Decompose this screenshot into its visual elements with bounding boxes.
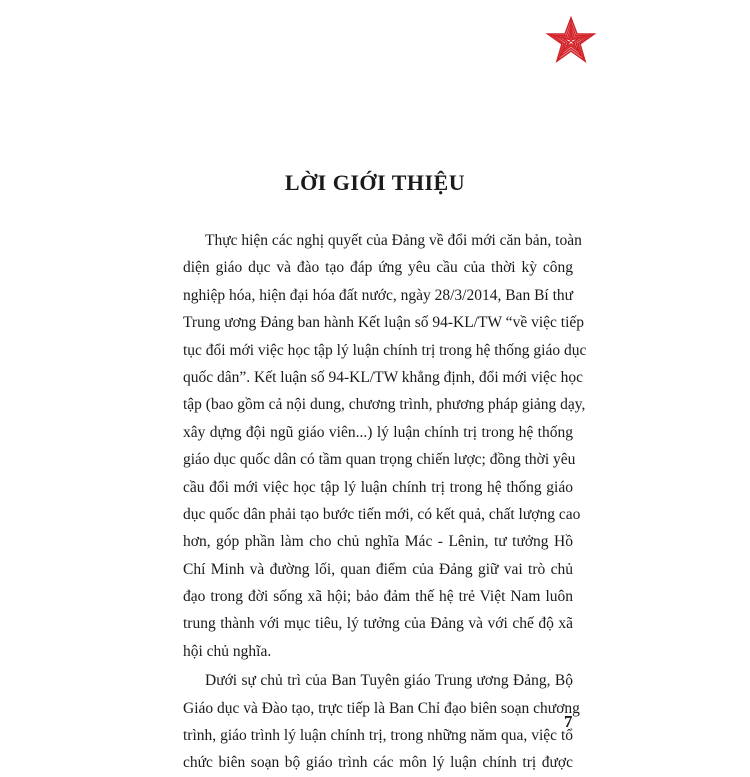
text-line: xây dựng đội ngũ giáo viên...) lý luận chính trị trong hệ thống [183, 423, 573, 441]
text-line: tục đổi mới việc học tập lý luận chính trị trong hệ thống giáo dục [183, 341, 587, 359]
page-number: 7 [564, 712, 573, 731]
text-line: đạo trong đời sống xã hội; bảo đảm thế hệ trẻ Việt Nam luôn [183, 588, 573, 606]
page-title: LỜI GIỚI THIỆU [284, 170, 466, 195]
text-line: chức biên soạn bộ giáo trình các môn lý luận chính trị được [183, 754, 573, 772]
paragraph [183, 667, 580, 777]
publisher-star-logo-icon [545, 14, 597, 66]
text-line: hơn, góp phần làm cho chủ nghĩa Mác - Lênin, tư tưởng Hồ [183, 533, 573, 551]
text-line: Giáo dục và Đào tạo, trực tiếp là Ban Chỉ đạo biên soạn chương [183, 699, 580, 717]
paragraph [183, 227, 587, 665]
text-line: Dưới sự chủ trì của Ban Tuyên giáo Trung ương Đảng, Bộ [205, 672, 573, 690]
text-line: diện giáo dục và đào tạo đáp ứng yêu cầu của thời kỳ công [183, 259, 573, 277]
body-text [183, 227, 587, 777]
text-line: trung thành với mục tiêu, lý tưởng của Đảng và với chế độ xã [183, 615, 573, 633]
text-line: Thực hiện các nghị quyết của Đảng về đổi mới căn bản, toàn [205, 232, 582, 249]
text-line: cầu đổi mới việc học tập lý luận chính trị trong hệ thống giáo [183, 478, 573, 496]
text-line: Trung ương Đảng ban hành Kết luận số 94-KL/TW “về việc tiếp [183, 314, 585, 332]
text-line: trình, giáo trình lý luận chính trị, trong những năm qua, việc tổ [183, 727, 573, 745]
text-line: nghiệp hóa, hiện đại hóa đất nước, ngày 28/3/2014, Ban Bí thư [183, 286, 574, 304]
text-line: quốc dân”. Kết luận số 94-KL/TW khẳng định, đổi mới việc học [183, 368, 584, 386]
text-line: dục quốc dân phải tạo bước tiến mới, có kết quả, chất lượng cao [183, 505, 581, 523]
text-line: tập (bao gồm cả nội dung, chương trình, phương pháp giảng dạy, [183, 396, 586, 414]
text-line: Chí Minh và đường lối, quan điểm của Đảng giữ vai trò chủ [183, 560, 573, 578]
text-line: hội chủ nghĩa. [183, 642, 272, 660]
text-line: giáo dục quốc dân có tầm quan trọng chiến lược; đồng thời yêu [183, 451, 576, 469]
